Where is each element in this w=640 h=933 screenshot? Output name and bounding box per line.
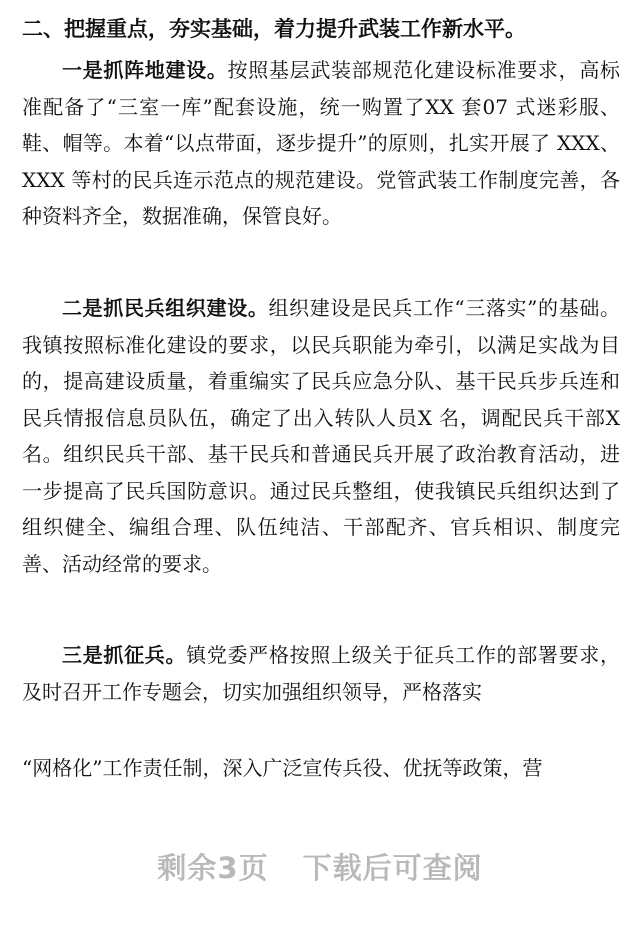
paragraph-conscription bbox=[22, 637, 620, 710]
paragraph-body: 按照基层武装部规范化建设标准要求，高标准配备了“三室一库”配套设施，统一购置了XX 套07 式迷彩服、鞋、帽等。本着“以点带面，逐步提升”的原则，扎实开展了 XXX、XXX 等村的民兵连示范点的规范建设。党管武装工作制度完善，各种资料齐全，数据准确，保管良好。 bbox=[22, 58, 621, 228]
paragraph-position-building bbox=[22, 52, 620, 235]
paragraph-lead: 三是抓征兵。 bbox=[62, 643, 187, 667]
paragraph-body: 组织建设是民兵工作“三落实”的基础。我镇按照标准化建设的要求，以民兵职能为牵引，以满足实战为目的，提高建设质量，着重编实了民兵应急分队、基干民兵步兵连和民兵情报信息员队伍，确定了出入转队人员X 名，调配民兵干部X 名。组织民兵干部、基干民兵和普通民兵开展了政治教育活动，进一步提高了民兵国防意识。通过民兵整组，使我镇民兵组织达到了组织健全、编组合理、队伍纯洁、干部配齐、官兵相识、制度完善、活动经常的要求。 bbox=[22, 296, 620, 576]
paragraph-continuation: “网格化”工作责任制，深入广泛宣传兵役、优抚等政策，营 bbox=[22, 756, 543, 780]
paragraph-lead: 一是抓阵地建设。 bbox=[62, 58, 228, 82]
section-heading: 二、把握重点，夯实基础，着力提升武装工作新水平。 bbox=[22, 17, 526, 41]
remaining-pages-label: 剩余3页 bbox=[157, 851, 269, 885]
download-to-view-label: 下载后可查阅 bbox=[302, 851, 483, 885]
paragraph-body: 镇党委严格按照上级关于征兵工作的部署要求，及时召开工作专题会，切实加强组织领导，严格落实 bbox=[22, 643, 621, 704]
paragraph-militia-organization bbox=[22, 290, 620, 582]
paragraph-lead: 二是抓民兵组织建设。 bbox=[62, 296, 269, 320]
preview-limit-banner bbox=[0, 846, 640, 887]
